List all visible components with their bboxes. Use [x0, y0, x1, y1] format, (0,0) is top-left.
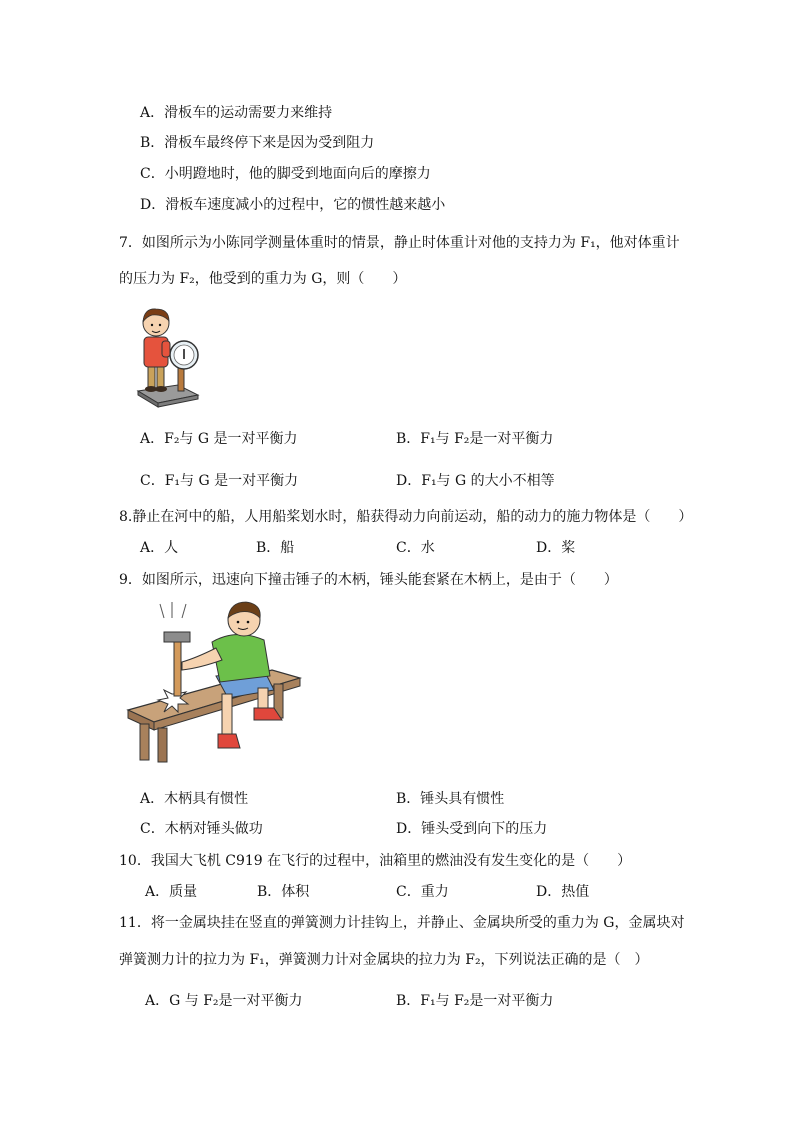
- q9-stem: 9．如图所示，迅速向下撞击锤子的木柄，锤头能套紧在木柄上，是由于（ ）: [119, 572, 618, 588]
- q11-stem-line2: 弹簧测力计的拉力为 F₁，弹簧测力计对金属块的拉力为 F₂，下列说法正确的是（ ）: [119, 952, 649, 968]
- q8-option-a: A．人: [140, 540, 179, 556]
- q11-option-a: A．G 与 F₂是一对平衡力: [145, 993, 303, 1009]
- q10-option-d: D．热值: [536, 884, 590, 900]
- q7-option-a: A．F₂与 G 是一对平衡力: [140, 431, 298, 447]
- q6-option-b: B．滑板车最终停下来是因为受到阻力: [140, 135, 375, 151]
- q6-option-d: D．滑板车速度减小的过程中，它的惯性越来越小: [140, 197, 446, 213]
- q8-stem: 8.静止在河中的船，人用船桨划水时，船获得动力向前运动，船的动力的施力物体是（ ）: [119, 509, 693, 525]
- q10-stem: 10．我国大飞机 C919 在飞行的过程中，油箱里的燃油没有发生变化的是（ ）: [119, 853, 632, 869]
- q9-option-b: B．锤头具有惯性: [396, 791, 505, 807]
- q10-option-c: C．重力: [396, 884, 449, 900]
- q7-option-c: C．F₁与 G 是一对平衡力: [140, 473, 299, 489]
- q9-option-d: D．锤头受到向下的压力: [396, 821, 548, 837]
- q7-option-d: D．F₁与 G 的大小不相等: [396, 473, 555, 489]
- q9-option-a: A．木柄具有惯性: [140, 791, 249, 807]
- q6-option-c: C．小明蹬地时，他的脚受到地面向后的摩擦力: [140, 166, 431, 182]
- q8-option-b: B．船: [256, 540, 295, 556]
- q11-stem-line1: 11．将一金属块挂在竖直的弹簧测力计挂钩上，并静止、金属块所受的重力为 G，金属块对: [119, 915, 685, 931]
- q8-option-c: C．水: [396, 540, 435, 556]
- scale-person-figure: [134, 303, 202, 410]
- hammer-bench-figure: [124, 598, 304, 766]
- q7-stem-line1: 7．如图所示为小陈同学测量体重时的情景，静止时体重计对他的支持力为 F₁，他对体重计: [119, 235, 680, 251]
- q6-option-a: A．滑板车的运动需要力来维持: [140, 105, 333, 121]
- q7-option-b: B．F₁与 F₂是一对平衡力: [396, 431, 554, 447]
- q10-option-a: A．质量: [145, 884, 198, 900]
- q7-stem-line2: 的压力为 F₂，他受到的重力为 G，则（ ）: [119, 271, 407, 287]
- q8-option-d: D．桨: [536, 540, 576, 556]
- q10-option-b: B．体积: [257, 884, 310, 900]
- q9-option-c: C．木柄对锤头做功: [140, 821, 263, 837]
- q11-option-b: B．F₁与 F₂是一对平衡力: [396, 993, 554, 1009]
